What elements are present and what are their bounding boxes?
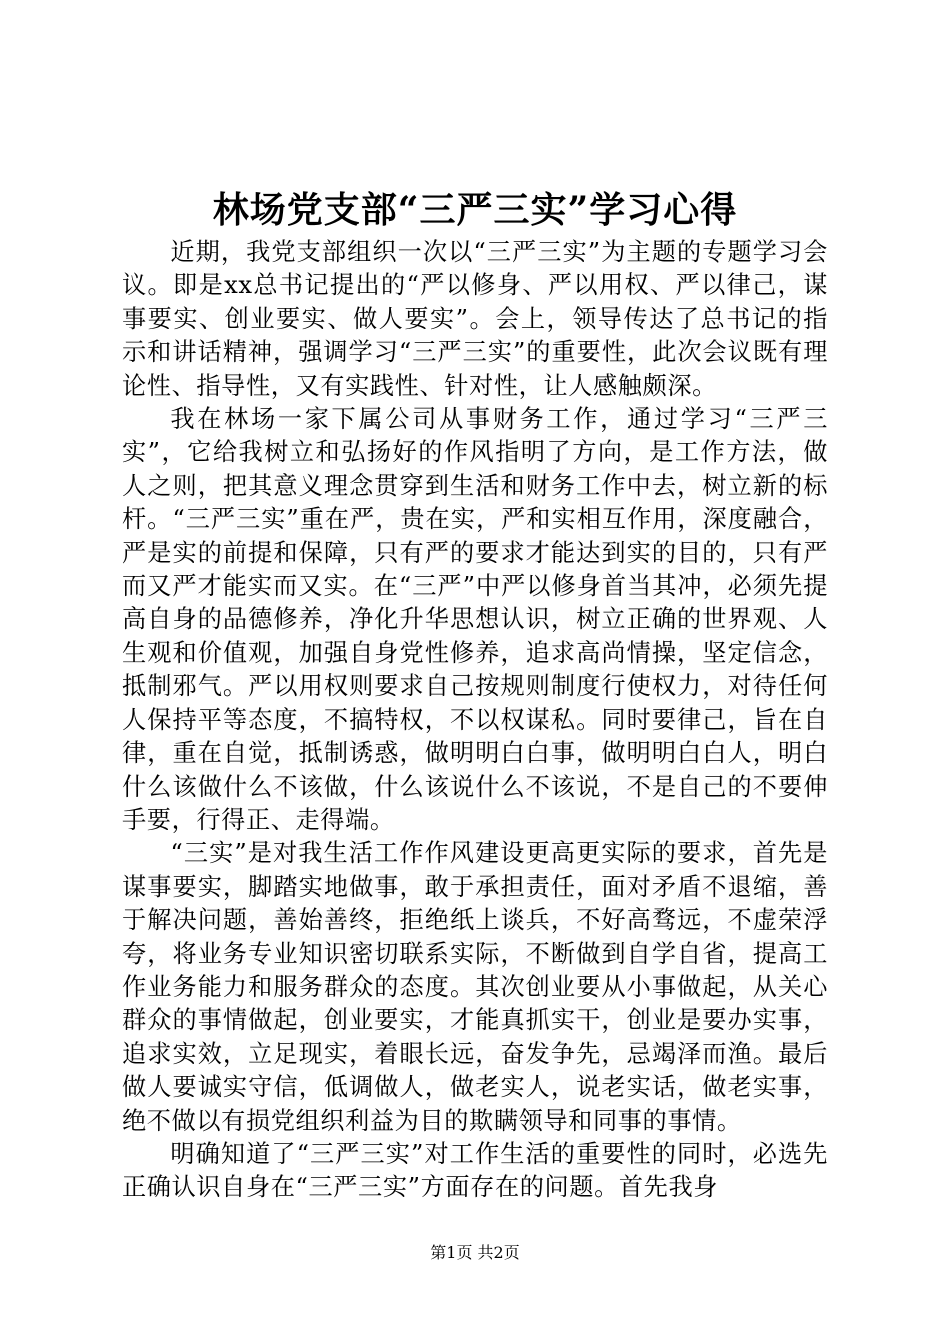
- paragraph-4: 明确知道了“三严三实”对工作生活的重要性的同时，必选先正确认识自身在“三严三实”方面存在的问题。首先我身: [122, 1139, 828, 1202]
- page-footer: 第1页 共2页: [430, 1243, 520, 1262]
- paragraph-3: “三实”是对我生活工作作风建设更高更实际的要求，首先是谋事要实，脚踏实地做事，敢于承担责任，面对矛盾不退缩，善于解决问题，善始善终，拒绝纸上谈兵，不好高骛远，不虚荣浮夸，将业务专业知识密切联系实际，不断做到自学自省，提高工作业务能力和服务群众的态度。其次创业要从小事做起，从关心群众的事情做起，创业要实，才能真抓实干，创业是要办实事，追求实效，立足现实，着眼长远，奋发争先，忌竭泽而渔。最后做人要诚实守信，低调做人，做老实人，说老实话，做老实事，绝不做以有损党组织利益为目的欺瞒领导和同事的事情。: [122, 839, 828, 1135]
- document-body: [122, 236, 828, 1205]
- document-title: 林场党支部“三严三实”学习心得: [212, 189, 738, 231]
- paragraph-1: 近期，我党支部组织一次以“三严三实”为主题的专题学习会议。即是xx总书记提出的“严以修身、严以用权、严以律己，谋事要实、创业要实、做人要实”。会上，领导传达了总书记的指示和讲话精神，强调学习“三严三实”的重要性，此次会议既有理论性、指导性，又有实践性、针对性，让人感触颇深。: [122, 238, 828, 400]
- paragraph-2: 我在林场一家下属公司从事财务工作，通过学习“三严三实”，它给我树立和弘扬好的作风指明了方向，是工作方法，做人之则，把其意义理念贯穿到生活和财务工作中去，树立新的标杆。“三严三实”重在严，贵在实，严和实相互作用，深度融合，严是实的前提和保障，只有严的要求才能达到实的目的，只有严而又严才能实而又实。在“三严”中严以修身首当其冲，必须先提高自身的品德修养，净化升华思想认识，树立正确的世界观、人生观和价值观，加强自身党性修养，追求高尚情操，坚定信念，抵制邪气。严以用权则要求自己按规则制度行使权力，对待任何人保持平等态度，不搞特权，不以权谋私。同时要律己，旨在自律，重在自觉，抵制诱惑，做明明白白事，做明明白白人，明白什么该做什么不该做，什么该说什么不该说，不是自己的不要伸手要，行得正、走得端。: [122, 405, 828, 834]
